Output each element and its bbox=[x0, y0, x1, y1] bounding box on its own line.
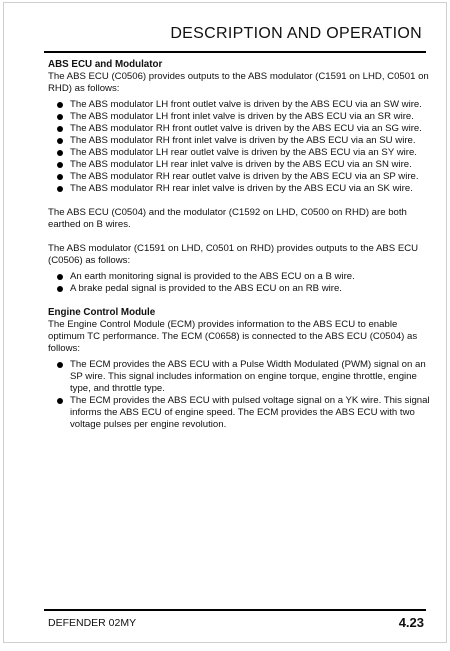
bullet-icon bbox=[57, 138, 63, 144]
list-item: The ABS modulator LH rear outlet valve is driven by the ABS ECU via an SY wire. bbox=[48, 147, 434, 159]
abs-ecu-input-list bbox=[48, 271, 434, 295]
bullet-icon bbox=[57, 286, 63, 292]
list-item: The ABS modulator RH front outlet valve is driven by the ABS ECU via an SG wire. bbox=[48, 123, 434, 135]
list-item: The ABS modulator LH front inlet valve is driven by the ABS ECU via an SR wire. bbox=[48, 111, 434, 123]
abs-earth-paragraph: The ABS ECU (C0504) and the modulator (C1592 on LHD, C0500 on RHD) are both earthed on B wires. bbox=[48, 207, 407, 230]
bullet-icon bbox=[57, 114, 63, 120]
abs-modulator-paragraph: The ABS modulator (C1591 on LHD, C0501 on RHD) provides outputs to the ABS ECU (C0506) as follows: bbox=[48, 243, 419, 266]
abs-modulator-output-list bbox=[48, 99, 434, 195]
abs-ecu-intro: The ABS ECU (C0506) provides outputs to the ABS modulator (C1591 on LHD, C0501 on RHD) as follows: bbox=[48, 71, 429, 94]
header-rule bbox=[44, 51, 426, 53]
ecm-intro: The Engine Control Module (ECM) provides information to the ABS ECU to enable optimum TC performance. The ECM (C0658) is connected to the ABS ECU (C0504) as follows: bbox=[48, 319, 418, 354]
page-header bbox=[44, 23, 426, 49]
bullet-icon bbox=[57, 274, 63, 280]
vehicle-model: DEFENDER 02MY bbox=[48, 617, 137, 629]
bullet-icon bbox=[57, 174, 63, 180]
manual-page bbox=[3, 2, 447, 643]
list-item: The ABS modulator LH front outlet valve is driven by the ABS ECU via an SW wire. bbox=[48, 99, 434, 111]
footer-rule bbox=[44, 609, 426, 611]
page-content bbox=[48, 59, 434, 431]
bullet-icon bbox=[57, 398, 63, 404]
ecm-signal-list bbox=[48, 359, 434, 431]
section-heading-ecm: Engine Control Module bbox=[48, 307, 156, 318]
bullet-icon bbox=[57, 186, 63, 192]
list-item: The ABS modulator RH front inlet valve is driven by the ABS ECU via an SU wire. bbox=[48, 135, 434, 147]
section-heading-abs-ecu: ABS ECU and Modulator bbox=[48, 59, 163, 70]
page-title: DESCRIPTION AND OPERATION bbox=[170, 25, 422, 42]
list-item: The ABS modulator LH rear inlet valve is driven by the ABS ECU via an SN wire. bbox=[48, 159, 434, 171]
bullet-icon bbox=[57, 162, 63, 168]
bullet-icon bbox=[57, 102, 63, 108]
list-item: An earth monitoring signal is provided to the ABS ECU on a B wire. bbox=[48, 271, 434, 283]
list-item: The ABS modulator RH rear inlet valve is driven by the ABS ECU via an SK wire. bbox=[48, 183, 434, 195]
bullet-icon bbox=[57, 150, 63, 156]
bullet-icon bbox=[57, 126, 63, 132]
list-item: A brake pedal signal is provided to the ABS ECU on an RB wire. bbox=[48, 283, 434, 295]
bullet-icon bbox=[57, 362, 63, 368]
list-item: The ECM provides the ABS ECU with a Pulse Width Modulated (PWM) signal on an SP wire. This signal includes information on engine torque, engine throttle, engine type, and throttle type. bbox=[48, 359, 434, 395]
list-item: The ECM provides the ABS ECU with pulsed voltage signal on a YK wire. This signal informs the ABS ECU of engine speed. The ECM provides the ABS ECU with two voltage pulses per engine revolution. bbox=[48, 395, 434, 431]
page-number: 4.23 bbox=[398, 615, 424, 630]
list-item: The ABS modulator RH rear outlet valve is driven by the ABS ECU via an SP wire. bbox=[48, 171, 434, 183]
